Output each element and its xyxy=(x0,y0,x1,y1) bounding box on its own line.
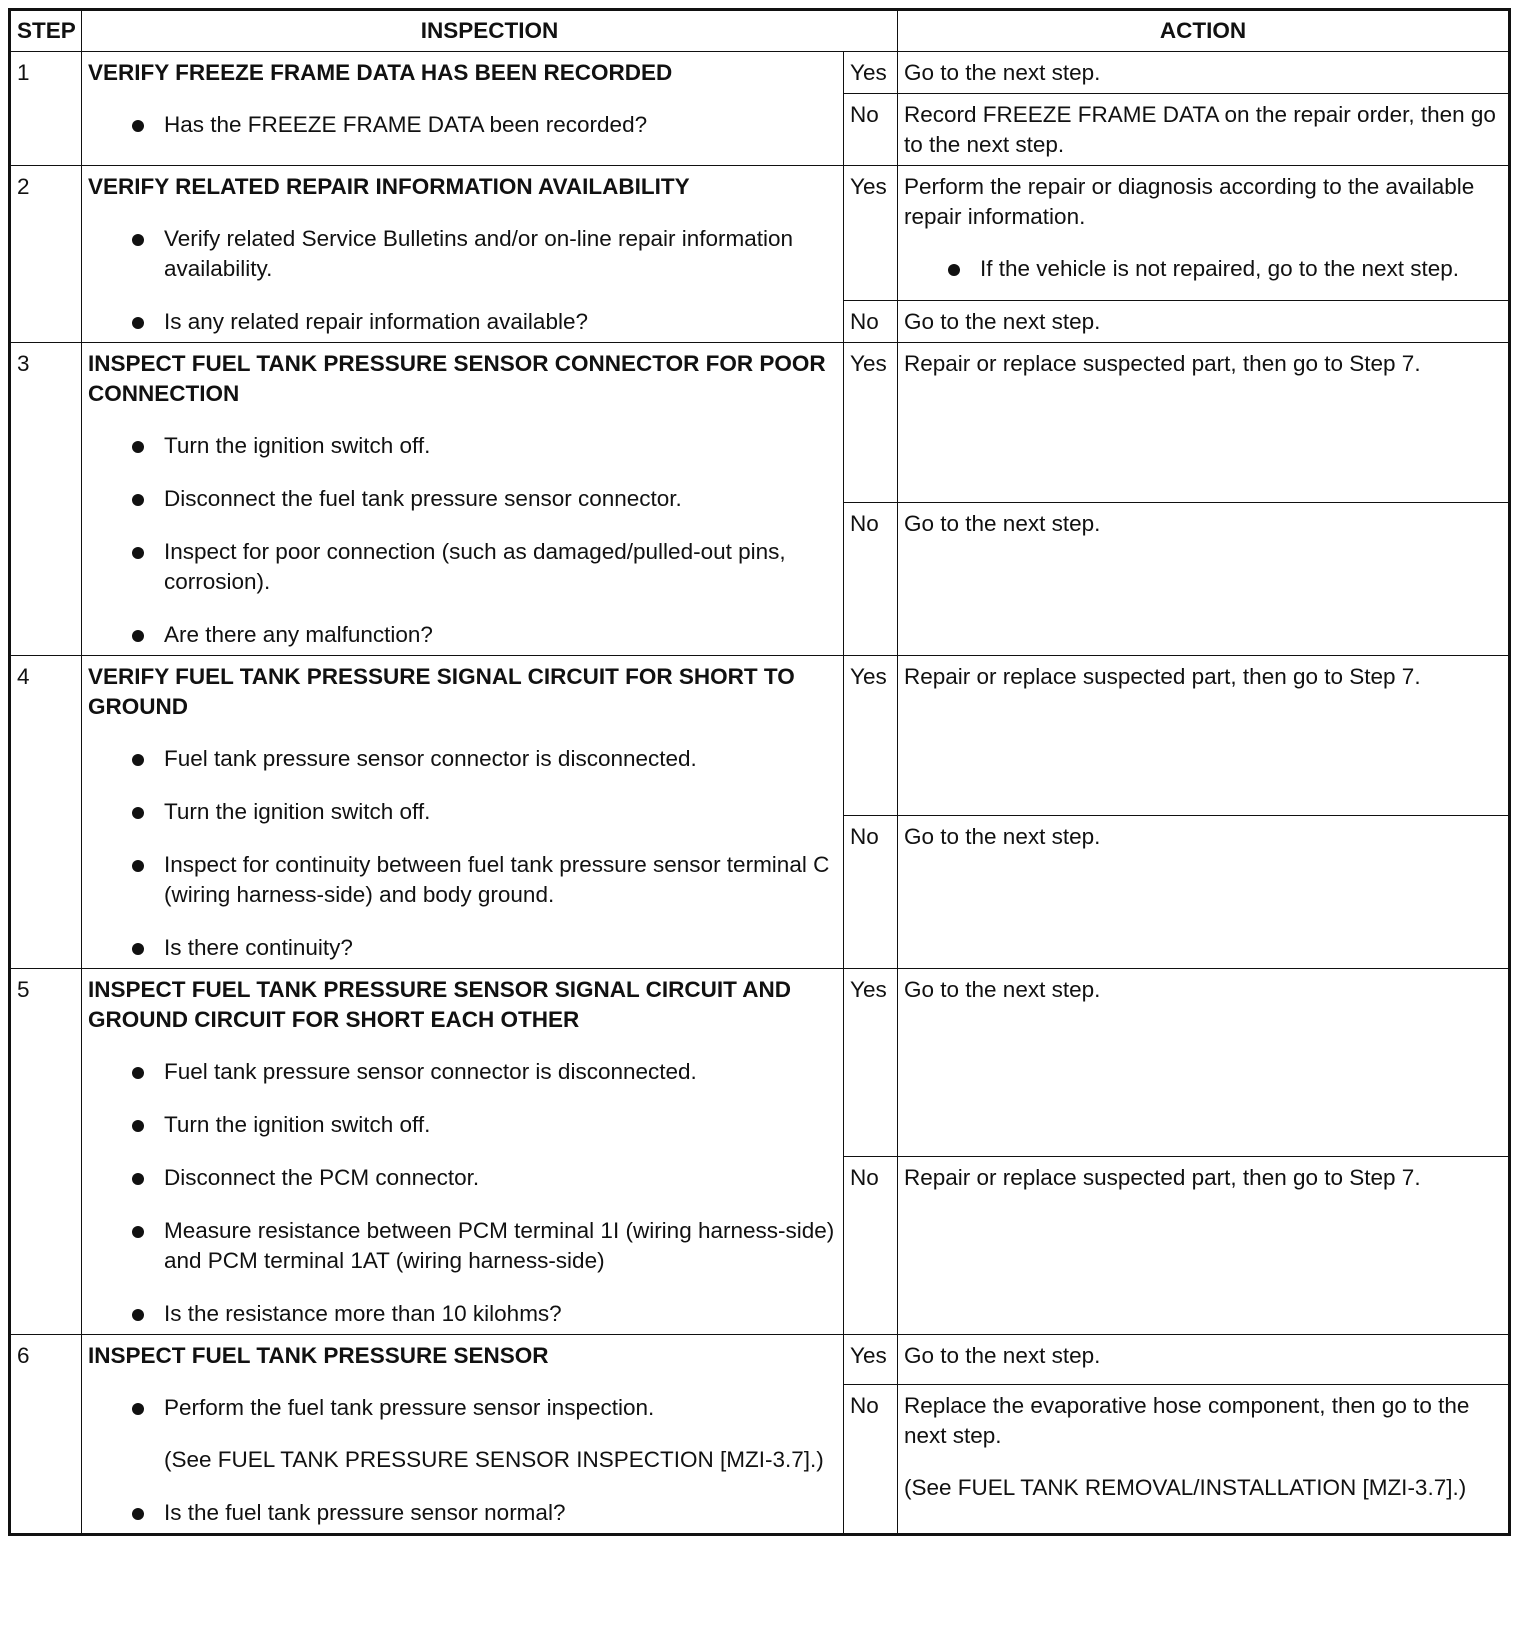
yes-label: Yes xyxy=(844,969,898,1157)
no-action-text: Go to the next step. xyxy=(904,824,1101,849)
inspection-bullet: Fuel tank pressure sensor connector is disconnected. xyxy=(132,1057,837,1087)
yes-action-text: Go to the next step. xyxy=(904,1343,1101,1368)
yes-label: Yes xyxy=(844,52,898,94)
inspection-bullet: Is the resistance more than 10 kilohms? xyxy=(132,1299,837,1329)
step-row-1-yes xyxy=(10,52,1510,94)
inspection-bullet xyxy=(132,1393,837,1475)
inspection-title: INSPECT FUEL TANK PRESSURE SENSOR CONNECTOR FOR POOR CONNECTION xyxy=(88,351,826,406)
yes-action xyxy=(898,1335,1510,1385)
no-action xyxy=(898,1385,1510,1535)
header-action: ACTION xyxy=(898,10,1510,52)
yes-label: Yes xyxy=(844,1335,898,1385)
yes-label: Yes xyxy=(844,343,898,503)
yes-action xyxy=(898,656,1510,816)
yes-action xyxy=(898,166,1510,301)
step-row-6-yes xyxy=(10,1335,1510,1385)
inspection-title: VERIFY RELATED REPAIR INFORMATION AVAILABILITY xyxy=(88,174,690,199)
header-row xyxy=(10,10,1510,52)
inspection-bullet: Is the fuel tank pressure sensor normal? xyxy=(132,1498,837,1528)
no-action xyxy=(898,503,1510,656)
inspection-title: INSPECT FUEL TANK PRESSURE SENSOR xyxy=(88,1343,549,1368)
action-reference-note: (See FUEL TANK REMOVAL/INSTALLATION [MZI-3.7].) xyxy=(904,1475,1467,1500)
action-bullets xyxy=(904,254,1502,284)
header-step: STEP xyxy=(10,10,82,52)
inspection-bullet: Verify related Service Bulletins and/or on-line repair information availability. xyxy=(132,224,837,284)
yes-action-text: Perform the repair or diagnosis according to the available repair information. xyxy=(904,174,1475,229)
inspection-cell xyxy=(82,52,844,166)
step-row-3-yes xyxy=(10,343,1510,503)
yes-action-text: Repair or replace suspected part, then go to Step 7. xyxy=(904,664,1421,689)
no-action-text: Go to the next step. xyxy=(904,511,1101,536)
no-label: No xyxy=(844,1157,898,1335)
action-bullet: If the vehicle is not repaired, go to the next step. xyxy=(948,254,1502,284)
no-label: No xyxy=(844,503,898,656)
inspection-bullet: Turn the ignition switch off. xyxy=(132,797,837,827)
inspection-title: VERIFY FUEL TANK PRESSURE SIGNAL CIRCUIT FOR SHORT TO GROUND xyxy=(88,664,795,719)
inspection-cell xyxy=(82,166,844,343)
diagnostic-procedure-sheet xyxy=(8,8,1508,1536)
step-number: 3 xyxy=(10,343,82,656)
yes-action xyxy=(898,52,1510,94)
no-action xyxy=(898,94,1510,166)
yes-action-text: Go to the next step. xyxy=(904,977,1101,1002)
no-action-text: Repair or replace suspected part, then go to Step 7. xyxy=(904,1165,1421,1190)
no-action xyxy=(898,301,1510,343)
inspection-title: VERIFY FREEZE FRAME DATA HAS BEEN RECORDED xyxy=(88,60,673,85)
inspection-cell xyxy=(82,343,844,656)
step-number: 5 xyxy=(10,969,82,1335)
inspection-bullets xyxy=(88,1057,837,1329)
no-action xyxy=(898,1157,1510,1335)
step-row-2-yes xyxy=(10,166,1510,301)
header-inspection: INSPECTION xyxy=(82,10,898,52)
inspection-cell xyxy=(82,969,844,1335)
inspection-bullet: Turn the ignition switch off. xyxy=(132,431,837,461)
inspection-bullet: Is there continuity? xyxy=(132,933,837,963)
no-label: No xyxy=(844,94,898,166)
inspection-bullets xyxy=(88,110,837,140)
inspection-bullets xyxy=(88,744,837,963)
no-action xyxy=(898,816,1510,969)
inspection-bullet: Inspect for poor connection (such as damaged/pulled-out pins, corrosion). xyxy=(132,537,837,597)
inspection-bullets xyxy=(88,224,837,337)
inspection-bullets xyxy=(88,431,837,650)
inspection-bullet: Disconnect the PCM connector. xyxy=(132,1163,837,1193)
inspection-bullets xyxy=(88,1393,837,1528)
inspection-bullet-text: Perform the fuel tank pressure sensor inspection. xyxy=(164,1395,655,1420)
yes-label: Yes xyxy=(844,166,898,301)
inspection-bullet: Disconnect the fuel tank pressure sensor connector. xyxy=(132,484,837,514)
inspection-bullet: Turn the ignition switch off. xyxy=(132,1110,837,1140)
no-label: No xyxy=(844,301,898,343)
inspection-reference-note: (See FUEL TANK PRESSURE SENSOR INSPECTION [MZI-3.7].) xyxy=(164,1447,824,1472)
no-action-text: Record FREEZE FRAME DATA on the repair order, then go to the next step. xyxy=(904,102,1496,157)
step-number: 6 xyxy=(10,1335,82,1535)
step-row-4-yes xyxy=(10,656,1510,816)
yes-action-text: Repair or replace suspected part, then go to Step 7. xyxy=(904,351,1421,376)
inspection-cell xyxy=(82,1335,844,1535)
inspection-title: INSPECT FUEL TANK PRESSURE SENSOR SIGNAL CIRCUIT AND GROUND CIRCUIT FOR SHORT EACH OTHER xyxy=(88,977,791,1032)
no-action-text: Go to the next step. xyxy=(904,309,1101,334)
diagnostic-table xyxy=(8,8,1511,1536)
step-number: 4 xyxy=(10,656,82,969)
inspection-bullet: Inspect for continuity between fuel tank pressure sensor terminal C (wiring harness-side) and body ground. xyxy=(132,850,837,910)
inspection-bullet: Measure resistance between PCM terminal 1I (wiring harness-side) and PCM terminal 1AT (wiring harness-side) xyxy=(132,1216,837,1276)
no-label: No xyxy=(844,816,898,969)
no-action-text: Replace the evaporative hose component, then go to the next step. xyxy=(904,1393,1470,1448)
step-row-5-yes xyxy=(10,969,1510,1157)
yes-action-text: Go to the next step. xyxy=(904,60,1101,85)
yes-action xyxy=(898,969,1510,1157)
yes-action xyxy=(898,343,1510,503)
step-number: 2 xyxy=(10,166,82,343)
inspection-bullet: Fuel tank pressure sensor connector is disconnected. xyxy=(132,744,837,774)
inspection-bullet: Has the FREEZE FRAME DATA been recorded? xyxy=(132,110,837,140)
inspection-bullet: Are there any malfunction? xyxy=(132,620,837,650)
yes-label: Yes xyxy=(844,656,898,816)
no-label: No xyxy=(844,1385,898,1535)
inspection-bullet: Is any related repair information available? xyxy=(132,307,837,337)
step-number: 1 xyxy=(10,52,82,166)
inspection-cell xyxy=(82,656,844,969)
